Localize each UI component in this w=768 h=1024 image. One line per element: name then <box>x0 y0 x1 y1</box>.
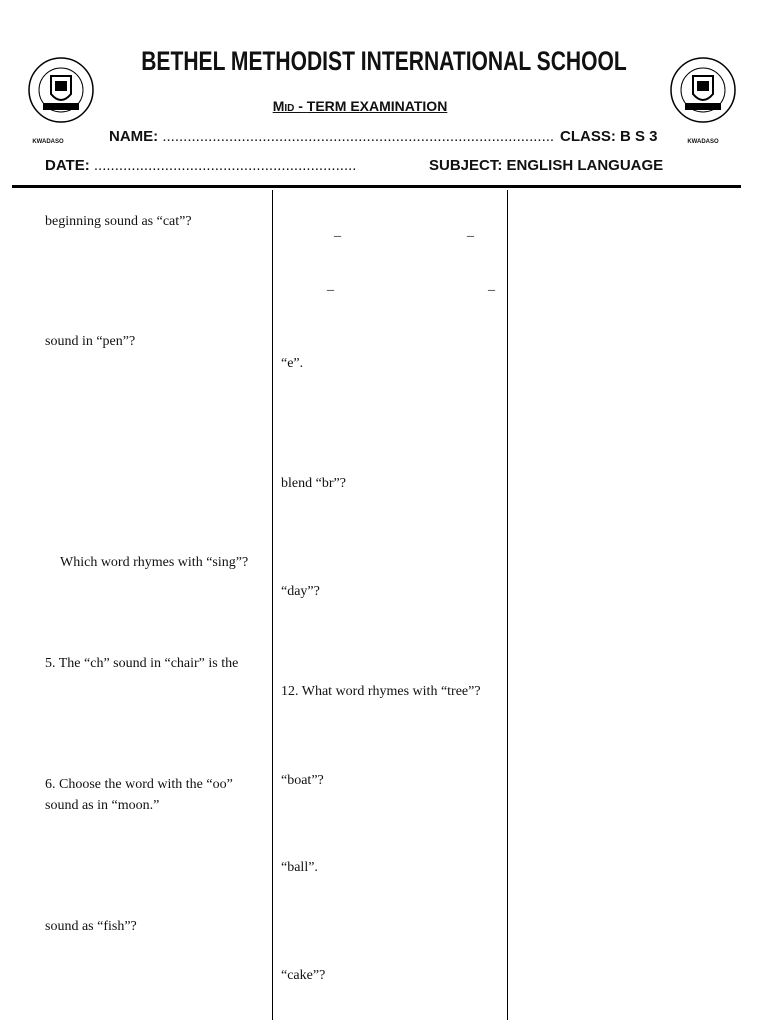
question-text: sound as in “moon.” <box>45 798 160 813</box>
question-text: beginning sound as “cat”? <box>45 214 192 229</box>
question-text: “boat”? <box>281 773 324 788</box>
date-blank[interactable]: ............................................................... <box>93 157 357 174</box>
question-text: 5. The “ch” sound in “chair” is the <box>45 656 239 671</box>
class-label: CLASS: B S 3 <box>560 128 658 145</box>
question-text: sound in “pen”? <box>45 334 136 349</box>
date-field-label <box>45 157 356 174</box>
school-name: BETHEL METHODIST INTERNATIONAL SCHOOL <box>141 46 627 76</box>
exam-title-text: TERM EXAMINATION <box>306 98 448 114</box>
logo-caption-right: KWADASO <box>687 139 719 145</box>
answer-blank: _ <box>334 224 341 239</box>
column-divider-right <box>507 190 508 1020</box>
logo-caption-left: KWADASO <box>32 139 64 145</box>
exam-title <box>0 98 720 114</box>
question-text: “day”? <box>281 584 320 599</box>
question-text: 6. Choose the word with the “oo” <box>45 777 233 792</box>
question-text: blend “br”? <box>281 476 346 491</box>
name-blank[interactable]: .............................................................................................. <box>162 128 555 145</box>
answer-blank: _ <box>327 278 334 293</box>
question-text: “ball”. <box>281 860 318 875</box>
exam-prefix: Mid - <box>272 98 303 114</box>
question-text: “e”. <box>281 356 304 371</box>
subject-label: SUBJECT: ENGLISH LANGUAGE <box>429 157 664 174</box>
date-label: DATE: <box>45 157 90 174</box>
name-label: NAME: <box>109 128 159 145</box>
question-text: sound as “fish”? <box>45 919 137 934</box>
question-text: “cake”? <box>281 968 326 983</box>
answer-blank: _ <box>488 278 495 293</box>
question-text: 12. What word rhymes with “tree”? <box>281 684 481 699</box>
name-field-label <box>109 128 554 145</box>
question-text: Which word rhymes with “sing”? <box>60 555 249 570</box>
header-divider <box>12 185 741 188</box>
column-divider-left <box>272 190 273 1020</box>
answer-blank: _ <box>467 224 474 239</box>
